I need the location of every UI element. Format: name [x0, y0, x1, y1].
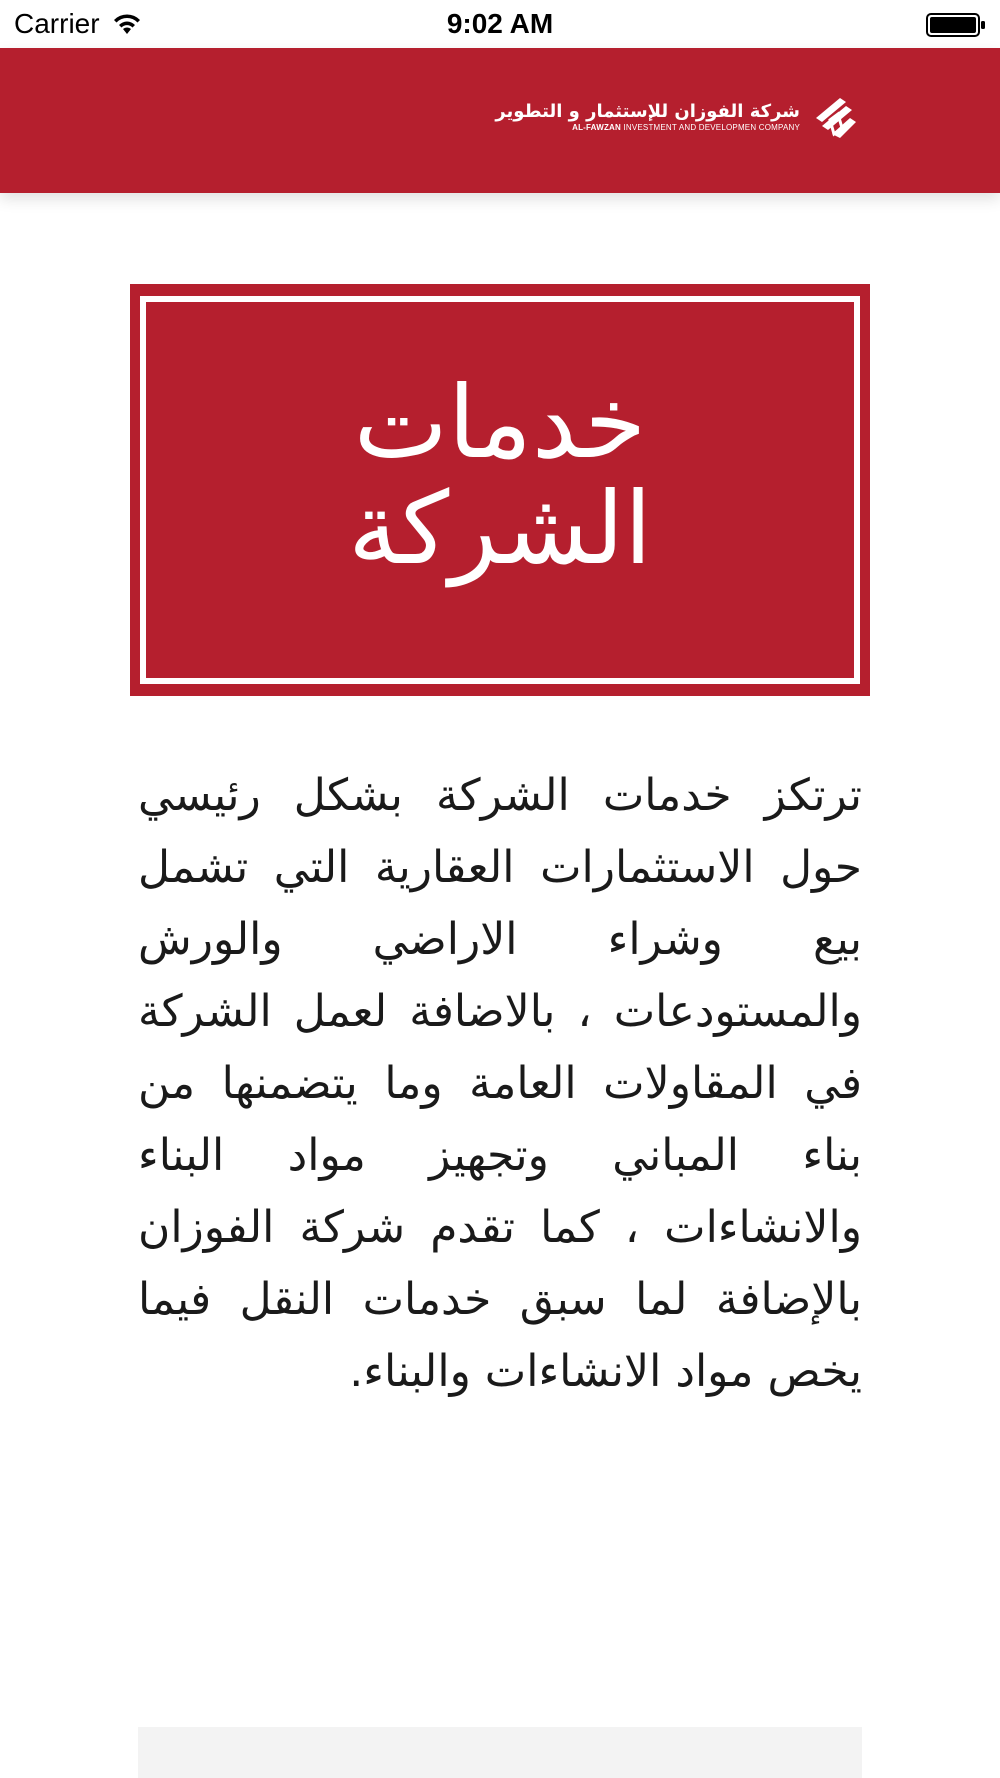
title-line-1: خدمات [353, 364, 647, 481]
page-title [146, 364, 854, 587]
company-logo-icon [810, 94, 860, 140]
app-header [0, 48, 1000, 193]
logo-english-bold: AL-FAWZAN [572, 123, 621, 132]
section-title-box [130, 284, 870, 696]
bottom-panel [138, 1727, 862, 1778]
company-logo[interactable] [495, 94, 860, 140]
logo-english-name [572, 123, 800, 133]
battery-icon [926, 12, 986, 38]
title-inner-border [140, 296, 860, 684]
services-description: ترتكز خدمات الشركة بشكل رئيسي حول الاستثمارات العقارية التي تشمل بيع وشراء الاراضي والورش والمستودعات ، بالاضافة لعمل الشركة في المقاولات العامة وما يتضمنها من بناء المباني وتجهيز مواد البناء والانشاءات ، كما تقدم شركة الفوزان بالإضافة لما سبق خدمات النقل فيما يخص مواد الانشاءات والبناء. [138, 770, 862, 1397]
logo-english-rest: INVESTMENT AND DEVELOPMEN COMPANY [623, 123, 800, 132]
status-time: 9:02 AM [446, 8, 554, 39]
status-bar [0, 0, 1000, 48]
carrier-label: Carrier [14, 8, 100, 39]
title-line-2: الشركة [348, 470, 652, 587]
logo-text [495, 101, 800, 133]
logo-arabic-name: شركة الفوزان للإستثمار و التطوير [495, 101, 800, 122]
